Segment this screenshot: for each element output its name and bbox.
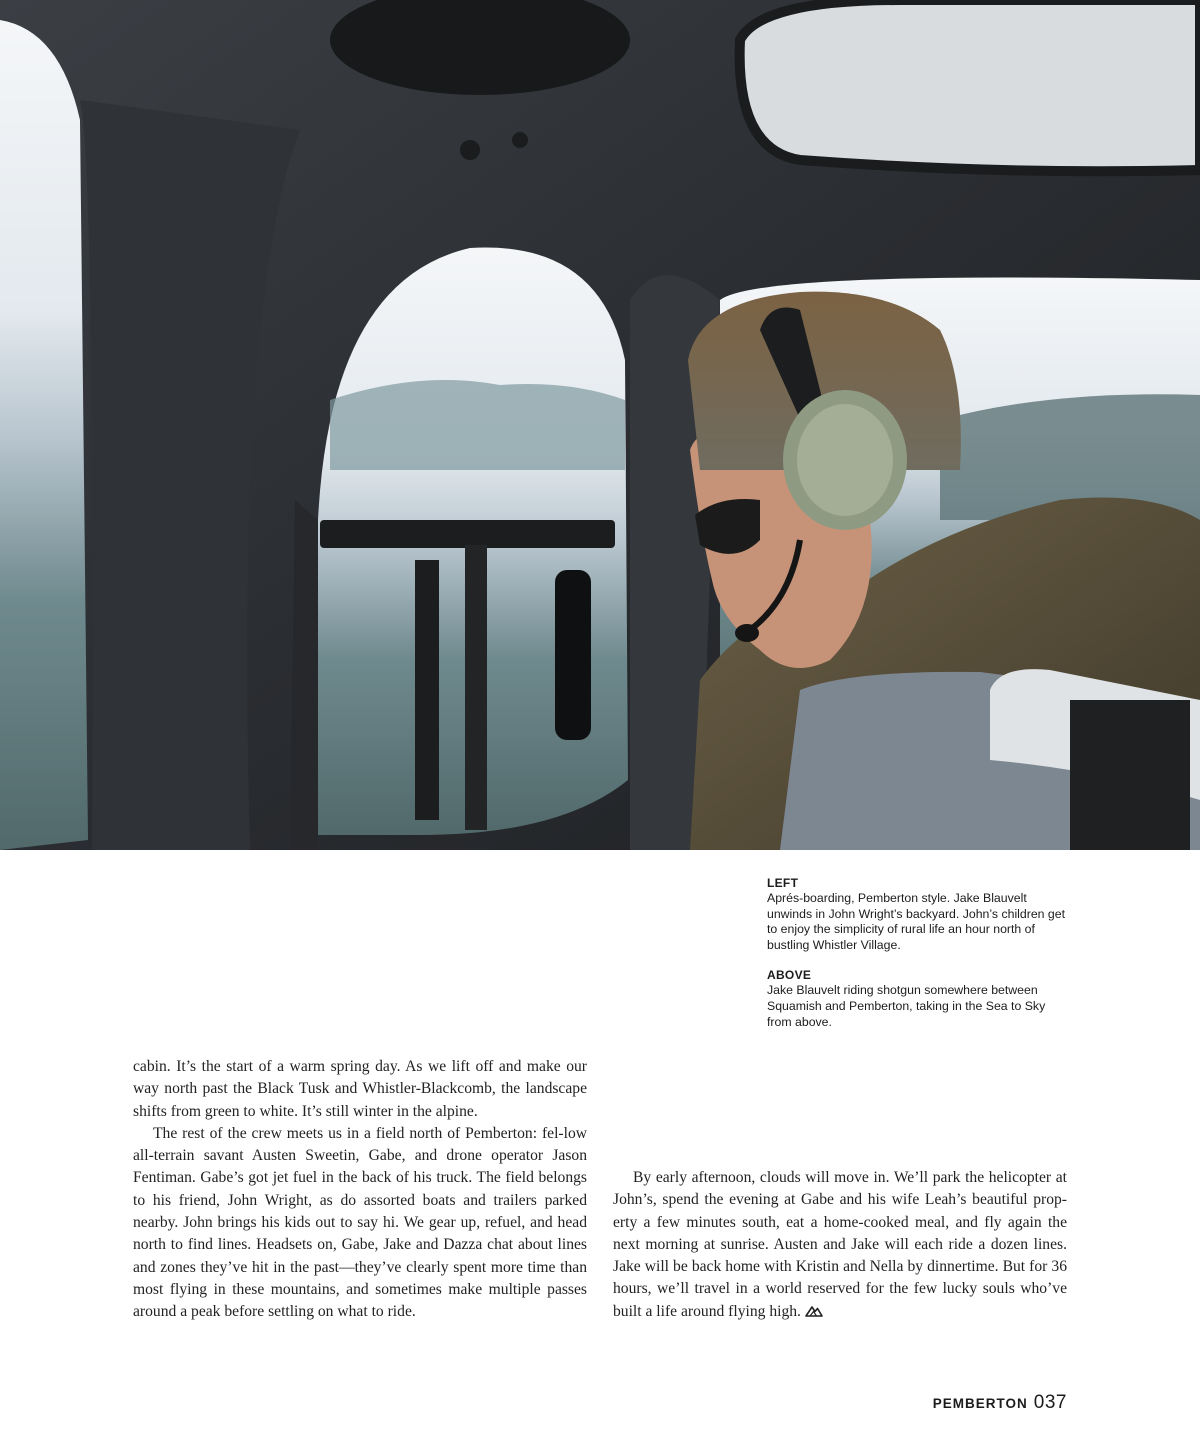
caption-text: Jake Blauvelt riding shotgun somewhere between Squamish and Pemberton, taking in the Sea to Sky from above. bbox=[767, 983, 1046, 1029]
body-column-left bbox=[133, 1056, 587, 1324]
body-paragraph: cabin. It’s the start of a warm spring day. As we lift off and make our way north past the Black Tusk and Whistler-Blackcomb, the landscape shifts from green to white. It’s still winter in the alpine. bbox=[133, 1058, 587, 1120]
caption-text: Aprés-boarding, Pemberton style. Jake Blauvelt unwinds in John Wright’s backyard. John’s children get to enjoy the simplicity of rural life an hour north of bustling Whistler Village. bbox=[767, 891, 1066, 952]
page-number: 037 bbox=[1033, 1392, 1067, 1413]
body-column-right bbox=[613, 1167, 1067, 1323]
caption-heading: LEFT bbox=[767, 876, 799, 890]
caption-heading: ABOVE bbox=[767, 968, 812, 983]
caption-left bbox=[767, 876, 1067, 953]
folio-section-name: PEMBERTON bbox=[932, 1396, 1028, 1411]
caption-above bbox=[767, 968, 1067, 1030]
folio bbox=[933, 1392, 1067, 1414]
body-paragraph: The rest of the crew meets us in a field north of Pemberton: fel-low all-terrain savant Austen Sweetin, Gabe, and drone operator Jason Fentiman. Gabe’s got jet fuel in the back of his truck. The field belongs to his friend, John Wright, as do assorted boats and trailers parked nearby. John brings his kids out to say hi. We gear up, refuel, and head north to find lines. Headsets on, Gabe, Jake and Dazza chat about lines and zones they’ve hit in the past—they’ve clearly spent more time than most flying in these mountains, and sometimes make multiple passes around a peak before settling on what to ride. bbox=[133, 1124, 587, 1321]
body-paragraph-final bbox=[613, 1167, 1067, 1323]
body-paragraph: By early afternoon, clouds will move in. We’ll park the helicopter at John’s, spend the evening at Gabe and his wife Leah’s beautiful prop-erty a few minutes south, eat a home-cooked meal, and fly again the next morning at sunrise. Austen and Jake will each ride a dozen lines. Jake will be back home with Kristin and Nella by dinnertime. But for 36 hours, we’ll travel in a world reserved for the few lucky souls who’ve built a life around flying high. bbox=[613, 1169, 1067, 1320]
mountain-end-mark-icon bbox=[805, 1305, 823, 1317]
photo-captions bbox=[767, 876, 1067, 1030]
